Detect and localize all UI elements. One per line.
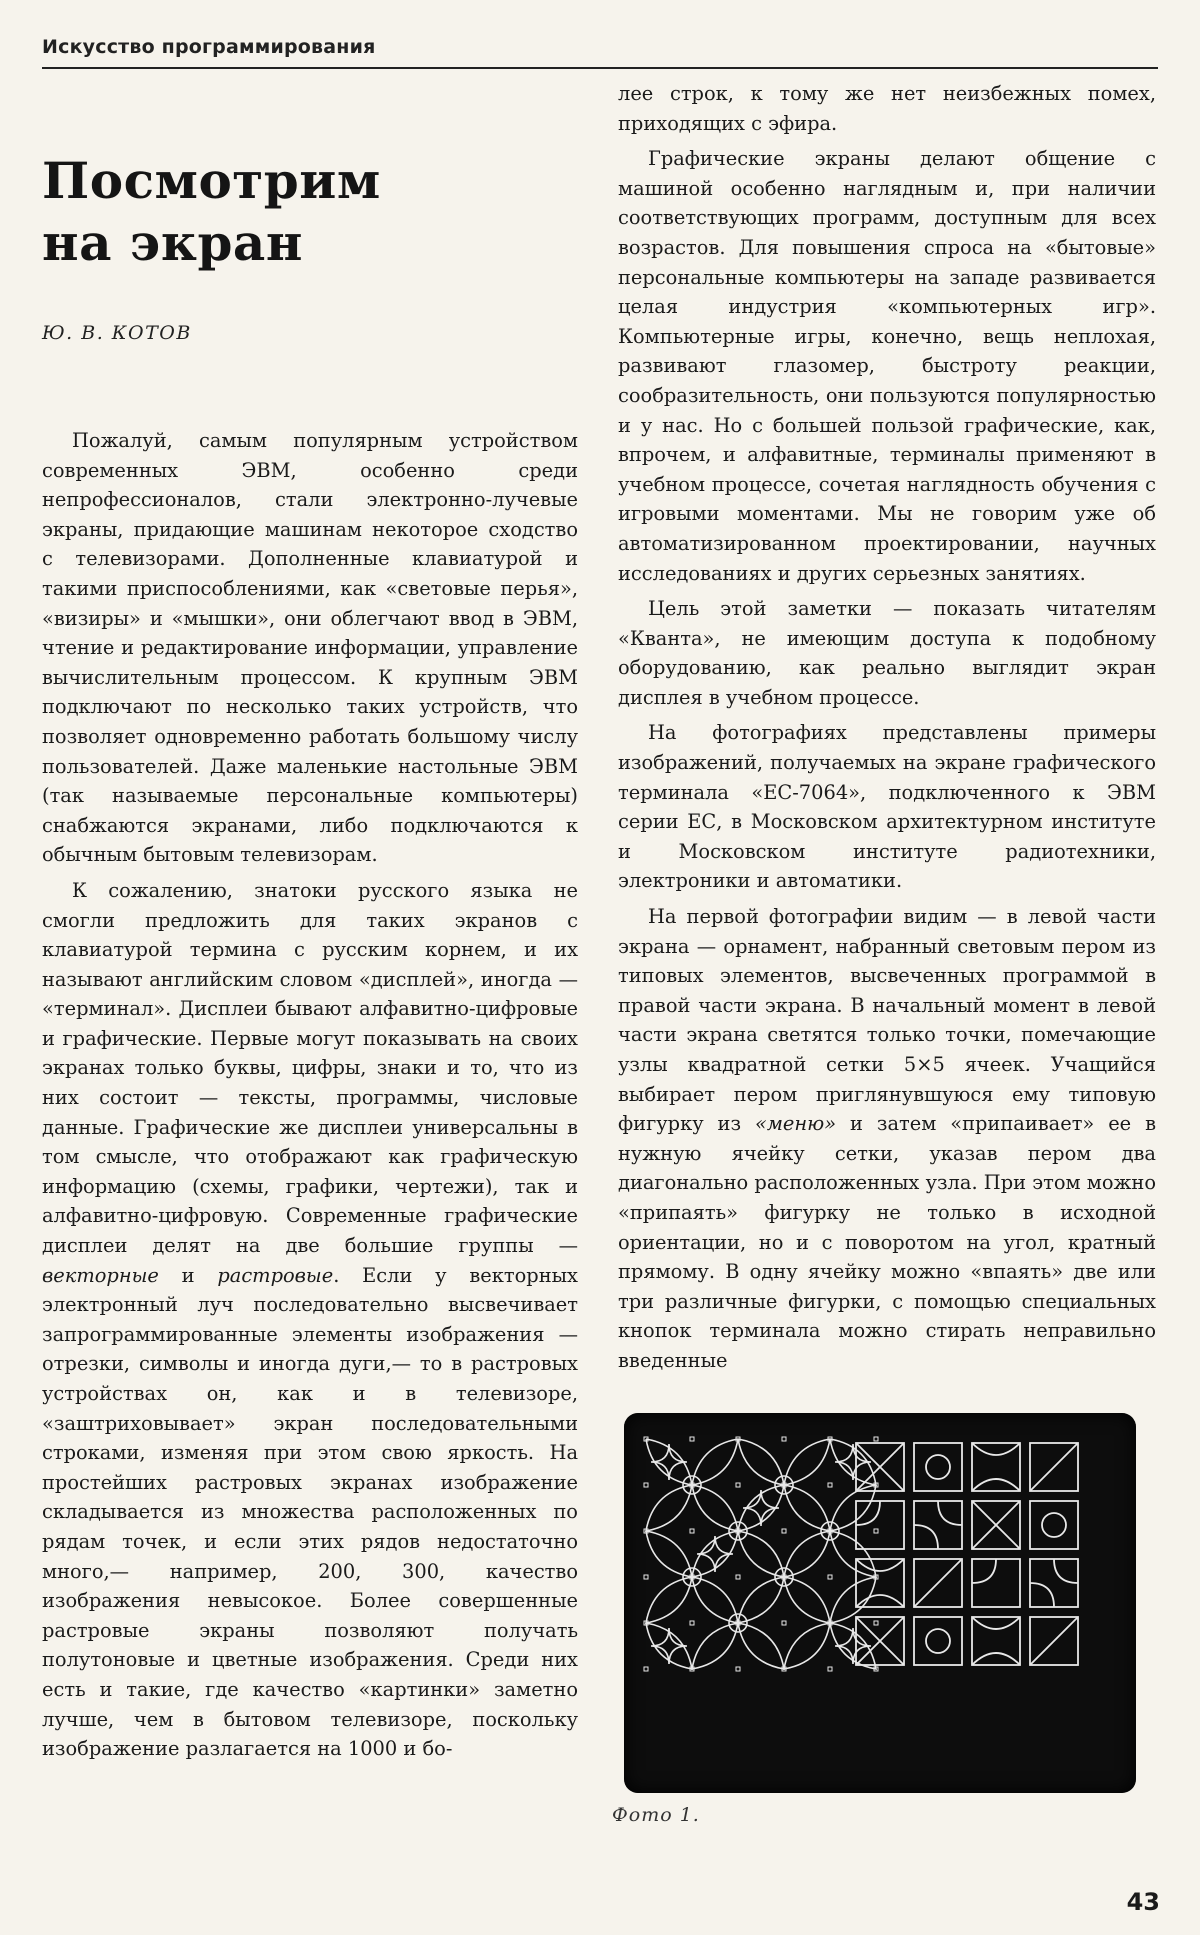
left-column [42,426,578,1764]
photo-caption: Фото 1. [612,1804,700,1826]
left-paragraph-1: Пожалуй, самым популярным устройством современных ЭВМ, особенно среди непрофессионалов, стали электронно-лучевые экраны, придающие машинам некоторое сходство с телевизорами. Дополненные клавиатурой и такими приспособлениями, как «световые перья», «визиры» и «мышки», они облегчают ввод в ЭВМ, чтение и редактирование информации, управление вычислительным процессом. К крупным ЭВМ подключают по несколько таких устройств, что позволяет одновременно работать большому числу пользователей. Даже маленькие настольные ЭВМ (так называемые персональные компьютеры) снабжаются экранами, либо подключаются к обычным бытовым телевизорам. [42,429,578,867]
right-paragraph-5-text-a: На первой фотографии видим — в левой части экрана — орнамент, набранный световым пером из типовых элементов, высвеченных программой в правой части экрана. В начальный момент в левой части экрана светятся только точки, помечающие узлы квадратной сетки 5×5 ячеек. Учащийся выбирает пером приглянувшуюся ему типовую фигурку из [618,905,1156,1136]
header-divider [42,67,1158,69]
right-paragraph-3: Цель этой заметки — показать читателям «Кванта», не имеющим доступа к подобному оборудованию, как реально выглядит экран дисплея в учебном процессе. [618,597,1156,709]
term-menu: «меню» [754,1112,837,1136]
left-paragraph-2-text-c: . Если у векторных электронный луч последовательно высвечивает запрограммированные элементы изображения — отрезки, символы и иногда дуги,— то в растровых устройствах он, как и в телевизоре, «заштриховывает» экран последовательными строками, изменяя при этом свою яркость. На простейших растровых экранах изображение складывается из множества расположенных по рядам точек, и если этих рядов недостаточно много,— например, 200, 300, качество изображения невысокое. Более совершенные растровые экраны позволяют получать полутоновые и цветные изображения. Среди них есть и такие, где качество «картинки» заметно лучше, чем в бытовом телевизоре, поскольку изображение разлагается на 1000 и бо- [42,1263,578,1761]
ornament-pattern [644,1437,878,1671]
right-paragraph-2: Графические экраны делают общение с машиной особенно наглядным и, при наличии соответствующих программ, доступным для всех возрастов. Для повышения спроса на «бытовые» персональные компьютеры на западе развивается целая индустрия «компьютерных игр». Компьютерные игры, конечно, вещь неплохая, развивают глазомер, быстроту реакции, сообразительность, они пользуются популярностью и у нас. Но с большей пользой графические, как, впрочем, и алфавитные, терминалы применяют в учебном процессе, сочетая наглядность обучения с игровыми моментами. Мы не говорим уже об автоматизированном проектировании, научных исследованиях и других серьезных занятиях. [618,147,1156,585]
left-paragraph-2-text-a: К сожалению, знатоки русского языка не смогли предложить для таких экранов с клавиатурой термина с русским корнем, и их называют английским словом «дисплей», иногда — «терминал». Дисплеи бывают алфавитно-цифровые и графические. Первые могут показывать на своих экранах только буквы, цифры, знаки и то, что из них состоит — тексты, программы, числовые данные. Графические же дисплеи универсальны в том смысле, что отображают как графическую информацию (схемы, графики, чертежи), так и алфавитно-цифровую. Современные графические дисплеи делят на две большие группы — [42,878,578,1258]
right-column [618,79,1156,1376]
term-raster: растровые [217,1263,334,1287]
title-line-1: Посмотрим [42,151,381,210]
right-paragraph-1: лее строк, к тому же нет неизбежных помех, приходящих с эфира. [618,82,1156,135]
left-paragraph-2-text-b: и [158,1263,218,1287]
right-paragraph-5 [618,902,1156,1376]
left-paragraph-2 [42,876,578,1764]
term-vector: векторные [42,1263,159,1287]
right-paragraph-4: На фотографиях представлены примеры изображений, получаемых на экране графического терминала «ЕС-7064», подключенного к ЭВМ серии ЕС, в Московском архитектурном институте и Московском институте радиотехники, электроники и автоматики. [618,721,1156,893]
title-line-2: на экран [42,213,303,272]
article-title [42,150,381,274]
article-author: Ю. В. КОТОВ [42,322,192,344]
page-number: 43 [1126,1888,1160,1916]
ornament-screen-image [624,1413,1136,1793]
right-paragraph-5-text-b: и затем «припаивает» ее в нужную ячейку сетки, указав пером два диагонально расположенных узла. При этом можно «припаять» фигурку не только в исходной ориентации, но и с поворотом на угол, кратный прямому. В одну ячейку можно «впаять» две или три различные фигурки, с помощью специальных кнопок терминала можно стирать неправильно введенные [618,1112,1156,1372]
element-menu [856,1443,1078,1665]
photo-1-screen [624,1413,1136,1793]
section-header: Искусство программирования [42,36,376,58]
